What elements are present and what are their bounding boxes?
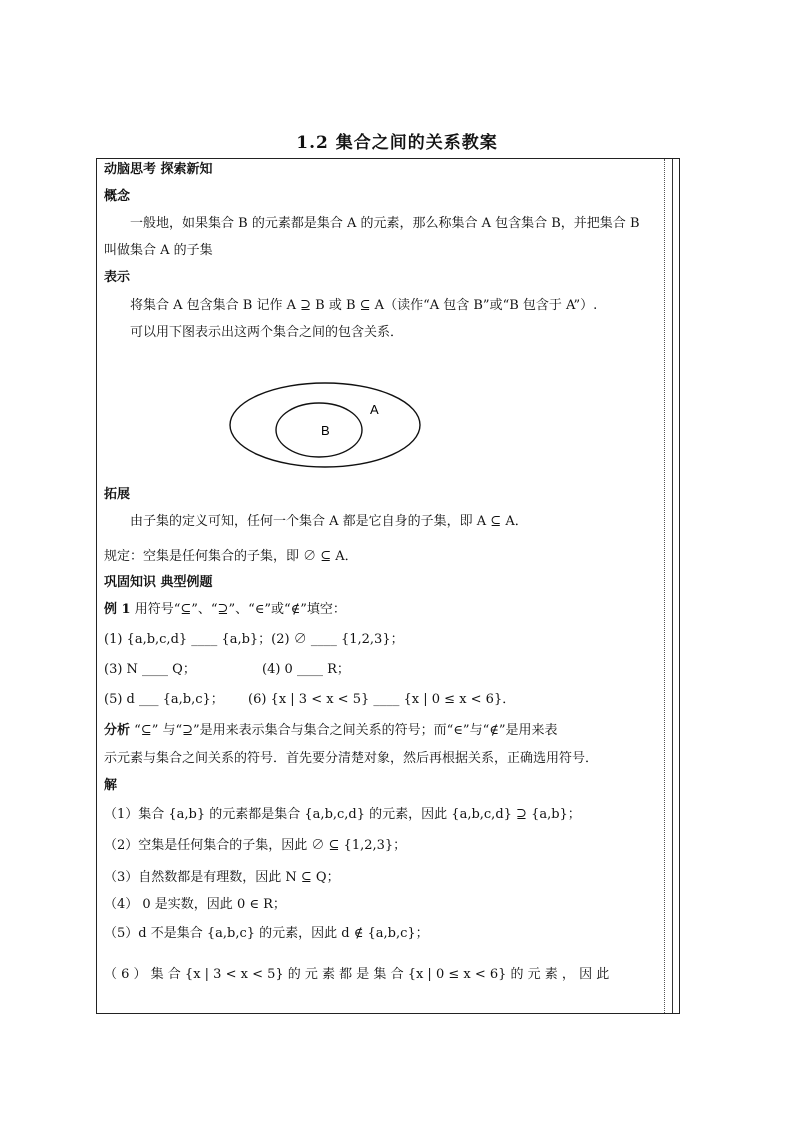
heading-extend: 拓展 — [104, 487, 131, 502]
solution-3: （3）自然数都是有理数，因此 N ⊆ Q； — [104, 870, 340, 885]
solution-6: （ 6 ） 集 合 {x | 3 < x < 5} 的 元 素 都 是 集 合 {x | 0 ≤ x < 6} 的 元 素 ， 因 此 — [104, 967, 610, 982]
concept-text-2: 叫做集合 A 的子集 — [104, 243, 213, 258]
heading-notation: 表示 — [104, 270, 131, 285]
solution-5: （5）d 不是集合 {a,b,c} 的元素，因此 d ∉ {a,b,c}； — [104, 926, 429, 941]
extend-text-1: 由子集的定义可知，任何一个集合 A 都是它自身的子集，即 A ⊆ A． — [130, 514, 528, 529]
solution-label: 解 — [104, 778, 118, 793]
example-1-row-2a: (3) N ____ Q； — [104, 662, 196, 677]
example-1-text: 用符号“⊆”、“⊇”、“∈”或“∉”填空： — [134, 602, 346, 617]
analysis-line-2: 示元素与集合之间关系的符号．首先要分清楚对象，然后再根据关系，正确选用符号． — [104, 751, 599, 766]
solution-4: （4） 0 是实数，因此 0 ∈ R； — [104, 897, 286, 912]
example-1-label: 例 1 — [104, 602, 131, 617]
solution-2: （2）空集是任何集合的子集，因此 ∅ ⊆ {1,2,3}； — [104, 838, 407, 853]
analysis-line-1 — [104, 721, 558, 741]
example-1-row-3b: (6) {x | 3 < x < 5} ____ {x | 0 ≤ x < 6}． — [248, 692, 516, 707]
venn-label-a: A — [370, 402, 379, 417]
analysis-label: 分析 — [104, 723, 131, 738]
page-title: 1.2 集合之间的关系教案 — [296, 133, 498, 153]
example-1-row-3a: (5) d ___ {a,b,c}； — [104, 692, 224, 707]
notation-text-2: 可以用下图表示出这两个集合之间的包含关系． — [130, 325, 404, 340]
notation-text-1: 将集合 A 包含集合 B 记作 A ⊇ B 或 B ⊆ A（读作“A 包含 B”或“B 包含于 A”）. — [130, 298, 598, 313]
example-1-header — [104, 600, 346, 620]
heading-concept: 概念 — [104, 189, 131, 204]
venn-diagram — [226, 380, 426, 480]
venn-label-b: B — [321, 423, 330, 438]
example-1-row-1: (1) {a,b,c,d} ____ {a,b}；(2) ∅ ____ {1,2,3}； — [104, 632, 404, 647]
frame-divider-dotted — [664, 159, 665, 1013]
analysis-text-1: “⊆” 与“⊇”是用来表示集合与集合之间关系的符号；而“∈”与“∉”是用来表 — [134, 723, 558, 738]
venn-inner-ellipse — [276, 403, 362, 457]
section-heading-examples: 巩固知识 典型例题 — [104, 575, 213, 590]
frame-divider-solid — [672, 159, 673, 1013]
section-heading-explore: 动脑思考 探索新知 — [104, 162, 213, 177]
extend-text-2: 规定：空集是任何集合的子集，即 ∅ ⊆ A． — [104, 549, 358, 564]
example-1-row-2b: (4) 0 ____ R； — [262, 662, 350, 677]
concept-text-1: 一般地，如果集合 B 的元素都是集合 A 的元素，那么称集合 A 包含集合 B，并把集合 B — [130, 216, 640, 231]
solution-1: （1）集合 {a,b} 的元素都是集合 {a,b,c,d} 的元素，因此 {a,b,c,d} ⊇ {a,b}； — [104, 807, 581, 822]
